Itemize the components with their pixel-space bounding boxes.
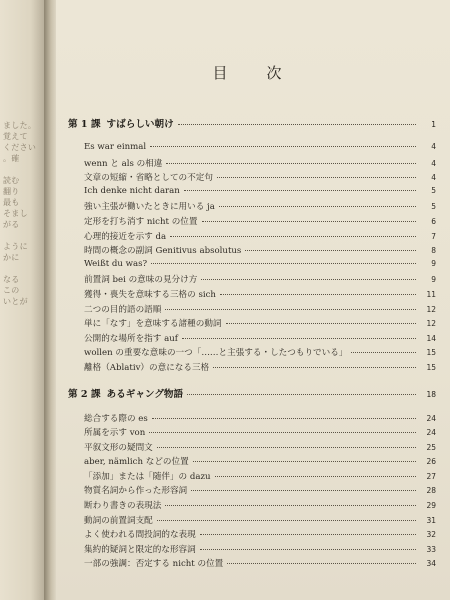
chapter-label: 第 1 課 (68, 119, 101, 130)
dot-leader (165, 505, 416, 506)
entry-text: wenn と als の相違 (84, 158, 163, 169)
page-number: 15 (426, 362, 436, 372)
page-number: 8 (431, 246, 436, 256)
page-number: 24 (426, 413, 436, 423)
dot-leader (227, 563, 416, 564)
dot-leader (187, 394, 416, 395)
heading-spacer (68, 132, 436, 142)
page-number: 14 (426, 333, 436, 343)
page-number: 5 (431, 202, 436, 212)
heading-spacer (68, 402, 436, 412)
entry-text: 前置詞 bei の意味の見分け方 (84, 275, 198, 286)
toc-entry (68, 499, 436, 514)
dot-leader (165, 309, 416, 310)
book-gutter (44, 0, 56, 600)
entry-text: Es war einmal (84, 142, 147, 152)
dot-leader (200, 549, 416, 550)
entry-text: 断わり書きの表現法 (84, 501, 162, 512)
page-number: 32 (426, 530, 436, 540)
entry-text: 定形を打ち消す nicht の位置 (84, 216, 198, 227)
page-number: 1 (431, 120, 436, 129)
dot-leader (157, 447, 416, 448)
dot-leader (219, 206, 416, 207)
toc-entry (68, 346, 436, 361)
dot-leader (193, 461, 416, 462)
entry-text: 集約的疑詞と限定的な形容詞 (84, 544, 196, 555)
entry-text: 離格（Ablativ）の意になる三格 (84, 362, 210, 373)
page-number: 24 (426, 428, 436, 438)
toc-entry (68, 273, 436, 288)
entry-text: 単に「なす」を意味する諸種の動詞 (84, 319, 222, 330)
toc-entry (68, 557, 436, 572)
dot-leader (170, 236, 416, 237)
entry-text: 動詞の前置詞支配 (84, 515, 153, 526)
entry-text: 文章の短縮・省略としての不定句 (84, 173, 213, 184)
entry-text: よく使われる間投詞的な表現 (84, 530, 196, 541)
entry-text: 一部の強調：否定する nicht の位置 (84, 559, 224, 570)
dot-leader (182, 338, 416, 339)
entry-text: 「添加」または「随伴」の dazu (84, 471, 211, 482)
dot-leader (217, 177, 416, 178)
dot-leader (149, 432, 416, 433)
page-title: 目 次 (212, 64, 294, 82)
dot-leader (215, 476, 416, 477)
toc-entry (68, 303, 436, 318)
entry-text: wollen の重要な意味の一つ「……と主張する・したつもりでいる」 (84, 348, 348, 359)
toc-entry (68, 361, 436, 376)
entry-text: 強い主張が働いたときに用いる ja (84, 202, 215, 213)
dot-leader (351, 352, 416, 353)
dot-leader (150, 146, 416, 147)
page-number: 5 (431, 185, 436, 195)
entry-text: 平叙文形の疑問文 (84, 442, 153, 453)
page-number: 34 (426, 559, 436, 569)
page-number: 25 (426, 442, 436, 452)
chapter-title: あるギャング物語 (106, 388, 184, 400)
dot-leader (166, 163, 416, 164)
page-number: 31 (426, 515, 436, 525)
table-of-contents (68, 116, 436, 572)
toc-entry (68, 157, 436, 172)
dot-leader (245, 250, 416, 251)
toc-entry (68, 288, 436, 303)
toc-entry (68, 426, 436, 441)
entry-text: aber, nämlich などの位置 (84, 457, 189, 468)
toc-entry (68, 455, 436, 470)
page-number: 4 (431, 142, 436, 151)
dot-leader (200, 534, 416, 535)
page-number: 11 (426, 289, 436, 299)
chapter-heading (68, 386, 183, 400)
toc-entry (68, 244, 436, 259)
page-number: 27 (426, 471, 436, 481)
entry-text: 物質名詞から作った形容詞 (84, 486, 188, 497)
chapter-spacer (68, 376, 436, 386)
toc-entry (68, 412, 436, 427)
toc-entry (68, 470, 436, 485)
entry-text: 時間の概念の副詞 Genitivus absolutus (84, 246, 242, 257)
dot-leader (178, 124, 416, 125)
page-number: 26 (426, 457, 436, 467)
toc-page (56, 0, 450, 600)
toc-entry (68, 514, 436, 529)
toc-entry (68, 332, 436, 347)
dot-leader (220, 294, 416, 295)
entry-text: 獲得・喪失を意味する三格の sich (84, 289, 216, 300)
left-page-edge (0, 0, 44, 600)
page-number: 9 (431, 275, 436, 285)
toc-entry (68, 259, 436, 274)
dot-leader (226, 323, 416, 324)
chapter-label: 第 2 課 (68, 388, 101, 400)
page-number: 28 (426, 486, 436, 496)
chapter-heading (68, 116, 174, 130)
dot-leader (157, 520, 416, 521)
toc-entry (68, 171, 436, 186)
toc-entry (68, 230, 436, 245)
entry-text: 二つの目的語の語順 (84, 304, 162, 315)
entry-text: 所属を示す von (84, 428, 146, 439)
dot-leader (201, 279, 416, 280)
dot-leader (191, 490, 416, 491)
entry-text: Ich denke nicht daran (84, 185, 180, 196)
page-number: 7 (431, 231, 436, 241)
dot-leader (151, 263, 416, 264)
toc-entry (68, 441, 436, 456)
page-number: 4 (431, 158, 436, 168)
toc-entry (68, 528, 436, 543)
toc-entry (68, 543, 436, 558)
show-through-text: ました。 覚えて ください 。確 読む 翻り 最も そまし がる ように かに なる この いとが (3, 121, 37, 306)
entry-text: 公開的な場所を指す auf (84, 333, 178, 344)
page-number: 4 (431, 173, 436, 183)
page-number: 12 (426, 319, 436, 329)
page-number: 29 (426, 501, 436, 511)
dot-leader (152, 418, 416, 419)
toc-entry (68, 142, 436, 157)
page-number: 6 (431, 216, 436, 226)
page-number: 33 (426, 544, 436, 554)
toc-entry (68, 186, 436, 201)
entry-text: 総合する際の es (84, 413, 148, 424)
dot-leader (213, 367, 416, 368)
toc-entry (68, 484, 436, 499)
entry-text: 心理的接近を示す da (84, 231, 167, 242)
dot-leader (202, 221, 417, 222)
entry-text: Weißt du was? (84, 258, 148, 269)
dot-leader (184, 190, 416, 191)
page-number: 15 (426, 348, 436, 358)
toc-entry (68, 200, 436, 215)
chapter-title: すばらしい朝け (106, 119, 174, 130)
toc-entry (68, 317, 436, 332)
chapter-entry (68, 116, 436, 132)
chapter-entry (68, 386, 436, 402)
page-number: 12 (426, 304, 436, 314)
toc-entry (68, 215, 436, 230)
page-number: 18 (426, 389, 436, 399)
page-number: 9 (431, 258, 436, 268)
